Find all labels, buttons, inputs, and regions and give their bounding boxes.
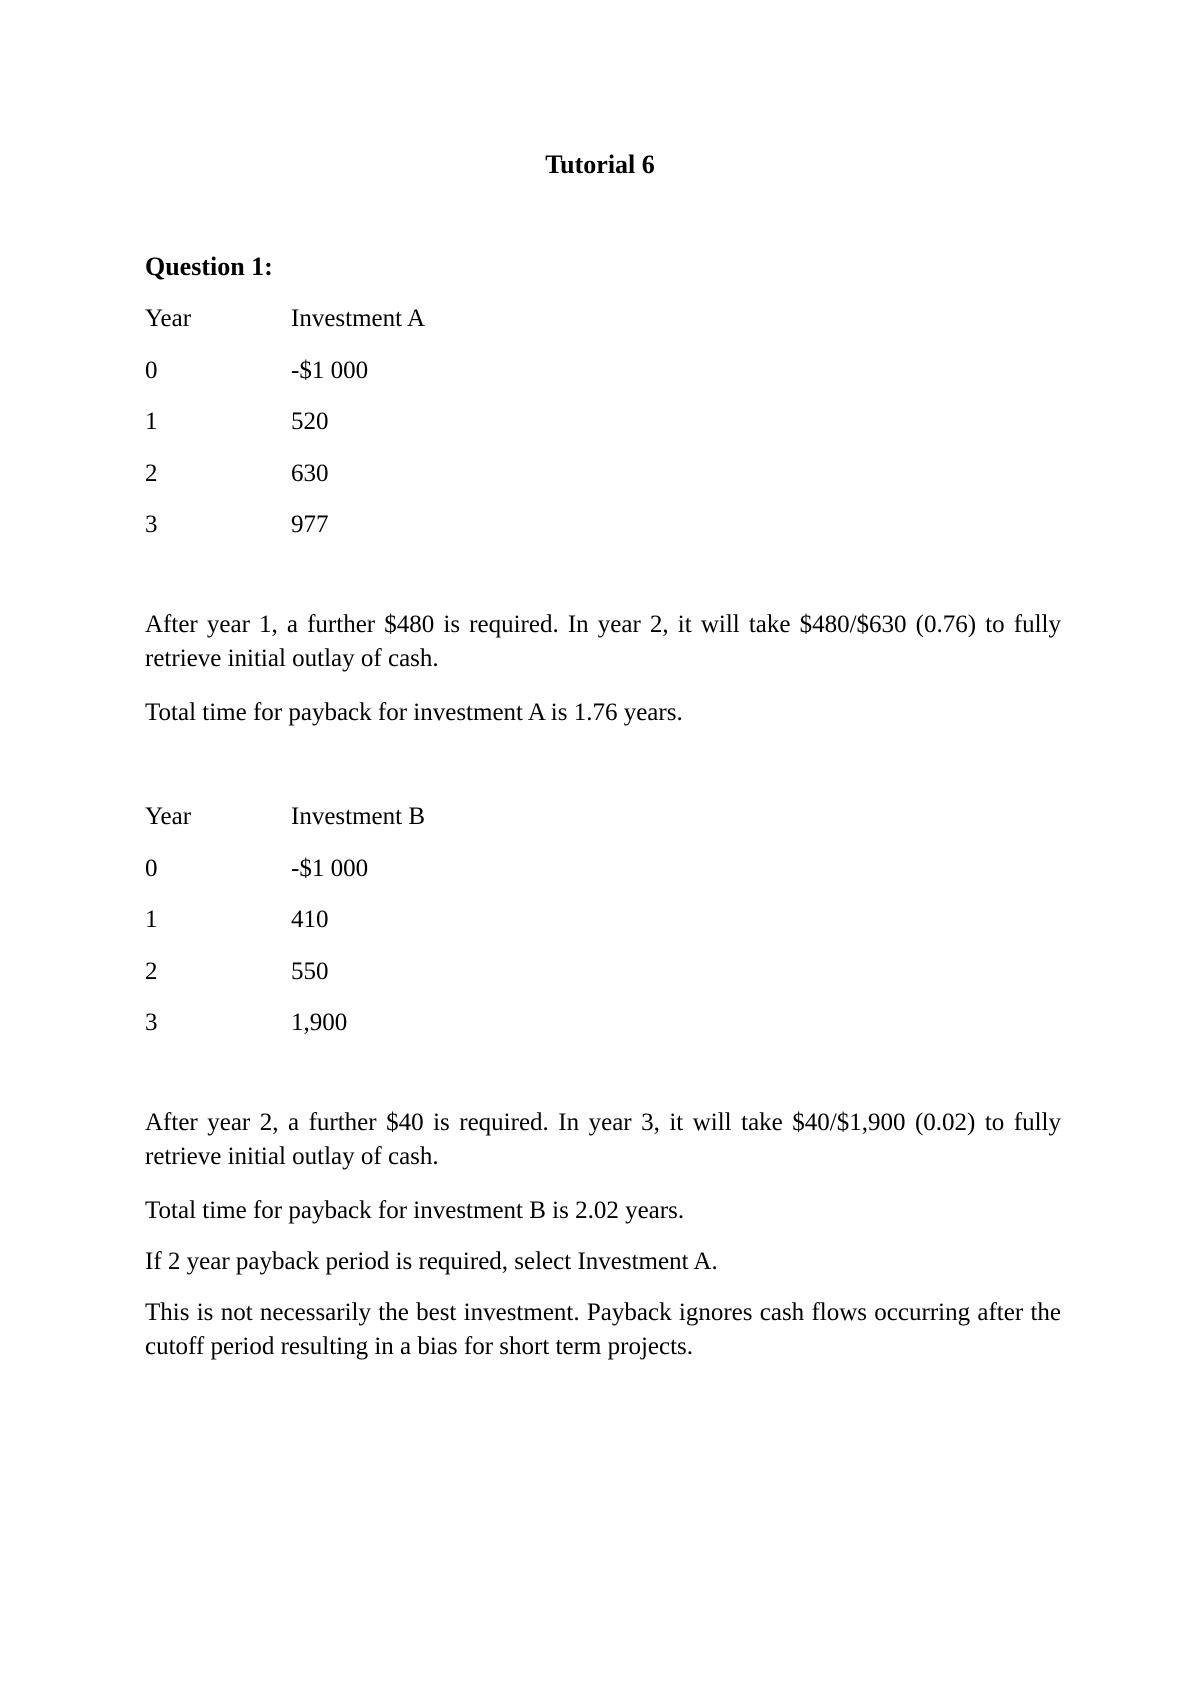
question-heading: Question 1:: [145, 252, 273, 281]
table-header-row: [145, 800, 745, 852]
year-cell: 0: [145, 854, 158, 882]
payback-caveat: This is not necessarily the best investment. Payback ignores cash flows occurring after the cutoff period resulting in a bias for short term projects.: [145, 1299, 1061, 1360]
year-cell: 0: [145, 356, 158, 384]
investment-b-table: [145, 800, 745, 1058]
cash-flow-cell: 410: [291, 906, 329, 933]
cash-flow-cell: 520: [291, 408, 329, 435]
year-cell: 2: [145, 957, 158, 985]
cash-flow-cell: -$1 000: [291, 356, 369, 384]
year-column-header: Year: [145, 803, 192, 830]
year-column-header: Year: [145, 305, 192, 332]
cash-flow-cell: 1,900: [291, 1009, 348, 1036]
table-row: [145, 903, 745, 955]
investment-b-column-header: Investment B: [291, 803, 426, 830]
table-header-row: [145, 302, 745, 354]
investment-a-table: [145, 302, 745, 560]
payback-total-a: Total time for payback for investment A is 1.76 years.: [145, 699, 683, 726]
investment-a-column-header: Investment A: [291, 305, 426, 332]
payback-total-b: Total time for payback for investment B is 2.02 years.: [145, 1197, 685, 1224]
cash-flow-cell: -$1 000: [291, 854, 369, 882]
table-row: [145, 508, 745, 560]
year-cell: 3: [145, 1009, 158, 1036]
year-cell: 3: [145, 511, 158, 538]
table-row: [145, 405, 745, 457]
cash-flow-cell: 550: [291, 957, 329, 985]
year-cell: 1: [145, 408, 158, 435]
table-row: [145, 1006, 745, 1058]
table-row: [145, 354, 745, 406]
cash-flow-cell: 977: [291, 511, 329, 538]
table-row: [145, 852, 745, 904]
page-title: Tutorial 6: [545, 150, 655, 179]
payback-explanation-a: After year 1, a further $480 is required. In year 2, it will take $480/$630 (0.76) to fully retrieve initial outlay of cash.: [145, 611, 1061, 672]
table-row: [145, 457, 745, 509]
table-row: [145, 955, 745, 1007]
payback-recommendation: If 2 year payback period is required, select Investment A.: [145, 1248, 718, 1275]
payback-explanation-b: After year 2, a further $40 is required. In year 3, it will take $40/$1,900 (0.02) to fully retrieve initial outlay of cash.: [145, 1109, 1061, 1170]
cash-flow-cell: 630: [291, 459, 329, 487]
year-cell: 2: [145, 459, 158, 487]
year-cell: 1: [145, 906, 158, 933]
